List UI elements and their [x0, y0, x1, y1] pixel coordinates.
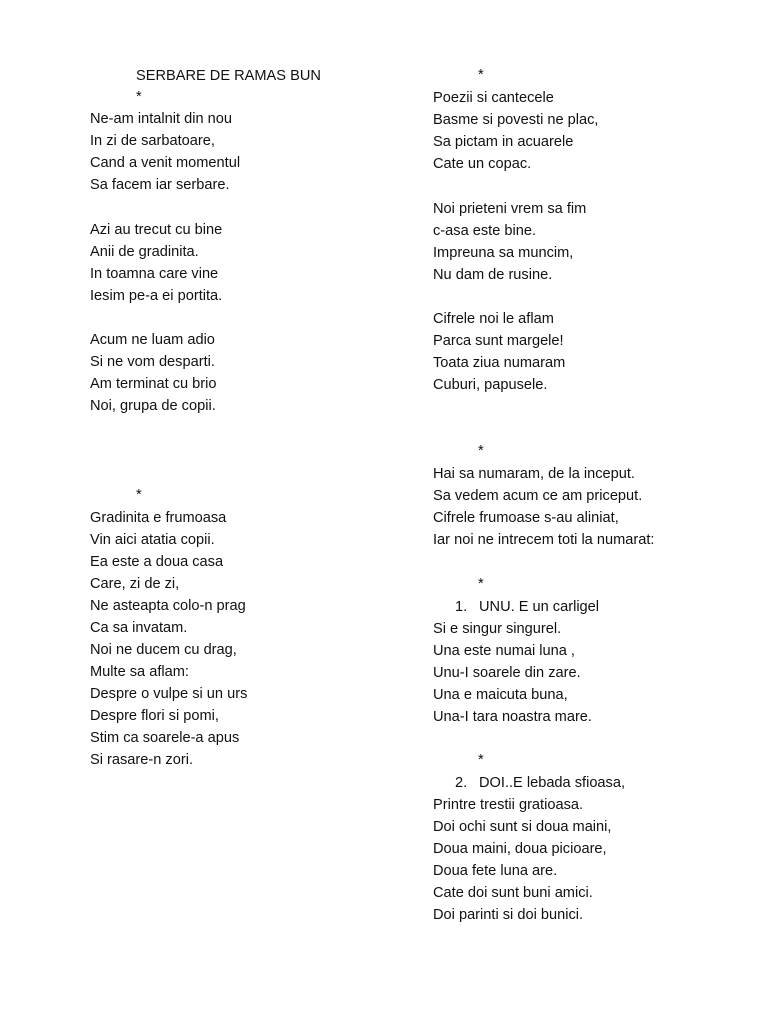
section-marker: *	[136, 89, 142, 105]
poem-line: Si rasare-n zori.	[90, 752, 193, 768]
poem-line: Azi au trecut cu bine	[90, 222, 223, 238]
poem-line: Stim ca soarele-a apus	[90, 730, 240, 746]
poem-line: Cate doi sunt buni amici.	[433, 885, 593, 901]
poem-line: Acum ne luam adio	[90, 332, 215, 348]
poem-line: Despre flori si pomi,	[90, 708, 219, 724]
poem-line: Doua fete luna are.	[433, 863, 558, 879]
poem-line: Ea este a doua casa	[90, 554, 224, 570]
poem-line: Cuburi, papusele.	[433, 377, 548, 393]
poem-line: UNU. E un carligel	[479, 599, 600, 615]
poem-line: Iesim pe-a ei portita.	[90, 288, 223, 304]
poem-line: Gradinita e frumoasa	[90, 510, 227, 526]
poem-line: Iar noi ne intrecem toti la numarat:	[433, 532, 655, 548]
poem-line: Si ne vom desparti.	[90, 354, 215, 370]
list-number: 1.	[455, 599, 468, 615]
poem-line: Am terminat cu brio	[90, 376, 217, 392]
section-marker: *	[478, 576, 484, 592]
poem-line: Noi ne ducem cu drag,	[90, 642, 237, 658]
poem-line: Cifrele frumoase s-au aliniat,	[433, 510, 619, 526]
poem-line: Doi parinti si doi bunici.	[433, 907, 584, 923]
page-title: SERBARE DE RAMAS BUN	[136, 68, 321, 84]
poem-line: Toata ziua numaram	[433, 355, 566, 371]
section-marker: *	[478, 67, 484, 83]
poem-line: In toamna care vine	[90, 266, 219, 282]
poem-line: Una-I tara noastra mare.	[433, 709, 592, 725]
poem-line: Cifrele noi le aflam	[433, 311, 554, 327]
poem-line: DOI..E lebada sfioasa,	[479, 775, 626, 791]
section-marker: *	[478, 443, 484, 459]
poem-line: Multe sa aflam:	[90, 664, 189, 680]
poem-line: Sa pictam in acuarele	[433, 134, 574, 150]
poem-line: Care, zi de zi,	[90, 576, 180, 592]
poem-line: Poezii si cantecele	[433, 90, 554, 106]
poem-line: Sa vedem acum ce am priceput.	[433, 488, 643, 504]
poem-line: Ne-am intalnit din nou	[90, 111, 232, 127]
section-marker: *	[478, 752, 484, 768]
poem-line: Nu dam de rusine.	[433, 267, 553, 283]
poem-line: Ne asteapta colo-n prag	[90, 598, 246, 614]
poem-line: Despre o vulpe si un urs	[90, 686, 248, 702]
poem-line: Una este numai luna ,	[433, 643, 575, 659]
list-number: 2.	[455, 775, 468, 791]
poem-line: Noi, grupa de copii.	[90, 398, 216, 414]
poem-line: Sa facem iar serbare.	[90, 177, 230, 193]
poem-line: Cand a venit momentul	[90, 155, 241, 171]
section-marker: *	[136, 487, 142, 503]
poem-line: Anii de gradinita.	[90, 244, 199, 260]
poem-line: Parca sunt margele!	[433, 333, 564, 349]
poem-line: Unu-I soarele din zare.	[433, 665, 581, 681]
poem-line: Impreuna sa muncim,	[433, 245, 574, 261]
poem-line: Printre trestii gratioasa.	[433, 797, 584, 813]
poem-line: Doi ochi sunt si doua maini,	[433, 819, 612, 835]
poem-line: Doua maini, doua picioare,	[433, 841, 607, 857]
poem-line: Hai sa numaram, de la inceput.	[433, 466, 635, 482]
poem-line: Vin aici atatia copii.	[90, 532, 215, 548]
poem-line: Basme si povesti ne plac,	[433, 112, 599, 128]
poem-line: Una e maicuta buna,	[433, 687, 568, 703]
poem-line: In zi de sarbatoare,	[90, 133, 215, 149]
poem-line: Ca sa invatam.	[90, 620, 188, 636]
poem-line: c-asa este bine.	[433, 223, 537, 239]
poem-line: Noi prieteni vrem sa fim	[433, 201, 587, 217]
poem-line: Cate un copac.	[433, 156, 532, 172]
poem-line: Si e singur singurel.	[433, 621, 562, 637]
